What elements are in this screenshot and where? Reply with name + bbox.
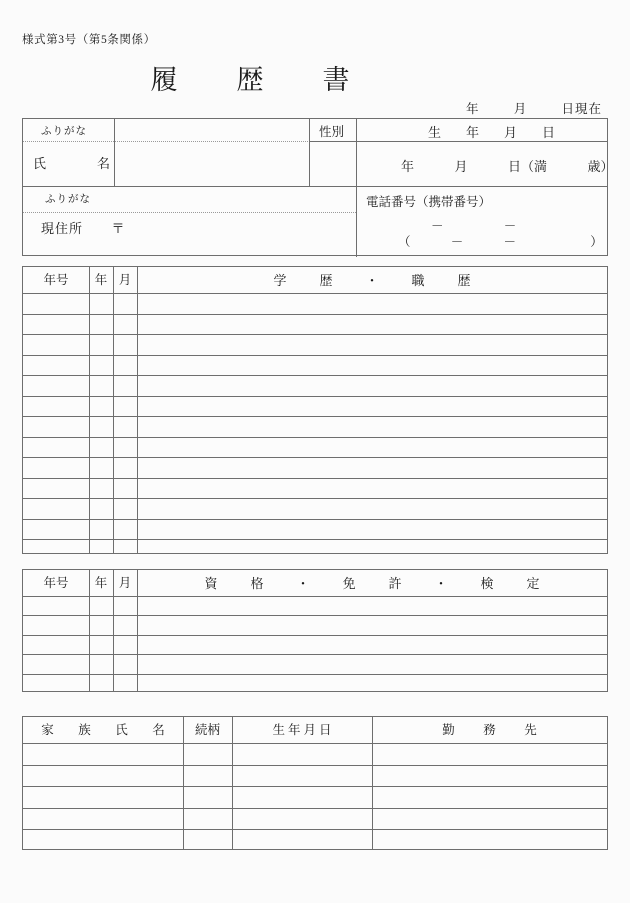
history-row-rule xyxy=(23,478,607,479)
license-col-month: 月 xyxy=(118,576,132,590)
personal-vline-gender-left xyxy=(309,119,310,186)
as-of-month-label: 月 xyxy=(513,102,528,116)
education-work-history-table xyxy=(22,266,608,554)
mobile-dash-1: － xyxy=(431,219,444,233)
history-row-rule xyxy=(23,539,607,540)
family-col-birth: 生年月日 xyxy=(272,723,335,737)
phone-number-dashes xyxy=(398,236,603,249)
address-label-text: 現住所 xyxy=(41,221,84,236)
family-row-rule xyxy=(23,765,607,766)
birth-year-label: 年 xyxy=(401,159,415,174)
history-col-year: 年 xyxy=(94,273,108,287)
history-row-rule xyxy=(23,314,607,315)
furigana-name-label: ふりがな xyxy=(41,126,87,137)
personal-info-table xyxy=(22,118,614,256)
form-code-label: 様式第3号（第5条関係） xyxy=(22,34,156,46)
history-row-rule xyxy=(23,416,607,417)
gender-label: 性別 xyxy=(319,125,345,139)
history-col-era: 年号 xyxy=(43,273,69,287)
history-row-rule xyxy=(23,293,607,294)
personal-divider-mid xyxy=(23,186,607,187)
license-row-rule xyxy=(23,596,607,597)
personal-vline-label xyxy=(114,119,115,186)
as-of-day-label: 日現在 xyxy=(561,102,602,116)
family-col-name: 家 族 氏 名 xyxy=(41,723,171,737)
license-row-rule xyxy=(23,674,607,675)
license-col-era: 年号 xyxy=(43,576,69,590)
family-col-workplace: 勤 務 先 xyxy=(442,723,545,737)
license-row-rule xyxy=(23,635,607,636)
history-row-rule xyxy=(23,355,607,356)
history-row-rule xyxy=(23,334,607,335)
birth-age-label: 歳） xyxy=(587,159,614,174)
birth-date-row xyxy=(401,160,614,173)
family-members-table xyxy=(22,716,608,850)
history-vline-1 xyxy=(89,267,90,553)
birth-month-label: 月 xyxy=(454,159,468,174)
page-title: 履 歴 書 xyxy=(150,65,366,95)
history-row-rule xyxy=(23,498,607,499)
phone-paren-open: （ xyxy=(398,235,411,249)
family-col-relation: 続柄 xyxy=(194,723,220,737)
birth-date-header: 生 年 月 日 xyxy=(428,125,562,140)
furigana-name-dotted-rule xyxy=(23,141,356,142)
phone-paren-close: ） xyxy=(590,235,603,249)
history-row-rule xyxy=(23,519,607,520)
history-row-rule xyxy=(23,437,607,438)
history-col-detail: 学 歴 ・ 職 歴 xyxy=(273,273,481,288)
license-row-rule xyxy=(23,654,607,655)
as-of-date-line xyxy=(466,99,602,117)
family-row-rule xyxy=(23,829,607,830)
mobile-dash-2: － xyxy=(503,219,517,233)
furigana-address-label: ふりがな xyxy=(45,194,91,205)
address-label xyxy=(41,222,126,235)
license-col-year: 年 xyxy=(94,576,108,590)
family-row-rule xyxy=(23,743,607,744)
history-vline-3 xyxy=(137,267,138,553)
as-of-year-label: 年 xyxy=(465,102,480,116)
history-row-rule xyxy=(23,396,607,397)
license-qualification-table xyxy=(22,569,608,692)
birth-day-label: 日（満 xyxy=(508,159,548,174)
postal-mark-icon: 〒 xyxy=(111,221,126,236)
history-vline-2 xyxy=(113,267,114,553)
phone-dash-1: － xyxy=(450,235,464,249)
history-row-rule xyxy=(23,375,607,376)
phone-label: 電話番号（携帯番号） xyxy=(366,195,492,209)
history-row-rule xyxy=(23,457,607,458)
mobile-number-dashes xyxy=(431,220,516,233)
history-col-month: 月 xyxy=(118,273,132,287)
family-row-rule xyxy=(23,808,607,809)
license-col-detail: 資 格 ・ 免 許 ・ 検 定 xyxy=(204,576,550,591)
name-label: 氏 名 xyxy=(33,156,114,171)
phone-dash-2: － xyxy=(503,235,517,249)
birth-header-rule xyxy=(309,141,607,142)
furigana-address-dotted-rule xyxy=(23,212,356,213)
family-row-rule xyxy=(23,786,607,787)
personal-vline-right-section xyxy=(356,119,357,257)
license-row-rule xyxy=(23,615,607,616)
